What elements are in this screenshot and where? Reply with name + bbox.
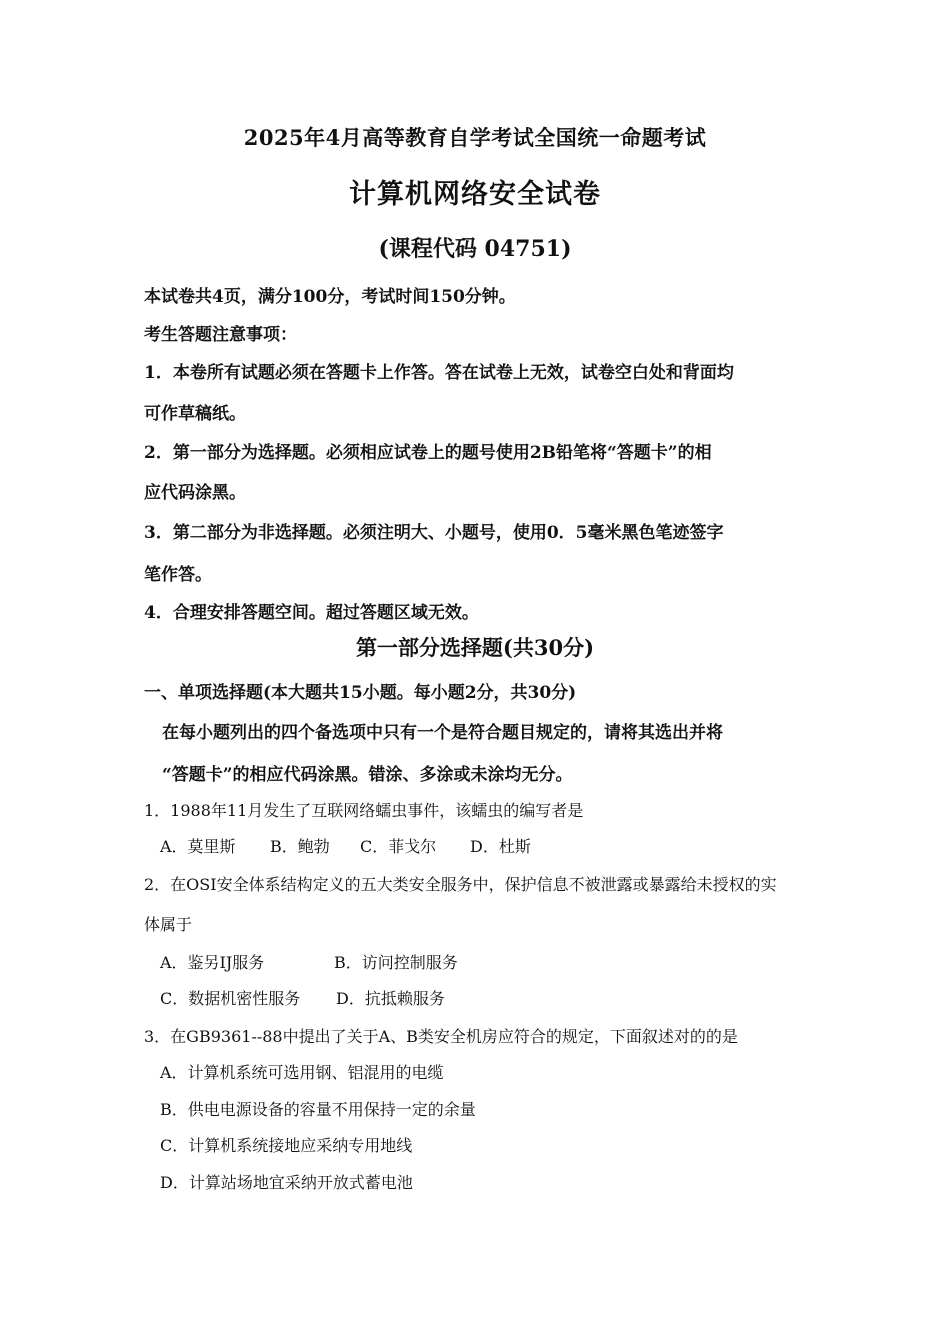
section-instruction: “答题卡”的相应代码涂黑。错涂、多涂或未涂均无分。: [162, 765, 573, 785]
notice-line: 可作草稿纸。: [144, 404, 246, 424]
question-2-options-row-2: [160, 986, 445, 1009]
question-1-stem: 1．1988年11月发生了互联网络蠕虫事件，该蠕虫的编写者是: [144, 801, 584, 820]
option-d: D．抗抵赖服务: [336, 989, 445, 1008]
question-3-stem: 3．在GB9361--88中提出了关于A、B类安全机房应符合的规定，下面叙述对的的是: [144, 1027, 738, 1046]
option-d: D．计算站场地宜采纳开放式蓄电池: [160, 1173, 413, 1192]
option-d: D．杜斯: [470, 837, 531, 856]
option-a: A．计算机系统可选用钢、铝混用的电缆: [160, 1063, 444, 1082]
part-one-title: 第一部分选择题(共30分): [355, 635, 595, 660]
notice-line: 3．第二部分为非选择题。必须注明大、小题号，使用0．5毫米黑色笔迹签字: [144, 523, 724, 543]
option-a: A．莫里斯: [160, 837, 236, 856]
option-c: C．菲戈尔: [360, 837, 437, 856]
section-instruction: 在每小题列出的四个备选项中只有一个是符合题目规定的，请将其选出并将: [162, 723, 723, 743]
option-b: B．供电电源设备的容量不用保持一定的余量: [160, 1100, 476, 1119]
notice-line: 应代码涂黑。: [144, 483, 246, 503]
notice-title: 考生答题注意事项：: [144, 325, 297, 345]
paper-summary: 本试卷共4页，满分100分，考试时间150分钟。: [144, 287, 516, 307]
question-2-stem-cont: 体属于: [144, 915, 193, 934]
notice-line: 2．第一部分为选择题。必须相应试卷上的题号使用2B铅笔将“答题卡”的相: [144, 443, 712, 463]
option-b: B．访问控制服务: [334, 953, 458, 972]
option-c: C．计算机系统接地应采纳专用地线: [160, 1136, 413, 1155]
question-2-options-row-1: [160, 950, 458, 973]
question-2-stem: 2．在OSI安全体系结构定义的五大类安全服务中，保护信息不被泄露或暴露给未授权的实: [144, 875, 777, 894]
option-c: C．数据机密性服务: [160, 989, 301, 1008]
course-code: (课程代码 04751): [378, 236, 572, 262]
notice-line: 4．合理安排答题空间。超过答题区域无效。: [144, 603, 479, 623]
notice-line: 1．本卷所有试题必须在答题卡上作答。答在试卷上无效，试卷空白处和背面均: [144, 363, 734, 383]
notice-line: 笔作答。: [144, 565, 212, 585]
paper-title: 计算机网络安全试卷: [349, 179, 601, 210]
question-1-options: [160, 834, 531, 857]
option-b: B．鲍勃: [270, 837, 330, 856]
option-a: A．鉴另IJ服务: [160, 953, 265, 972]
exam-session-title: 2025年4月高等教育自学考试全国统一命题考试: [243, 125, 707, 150]
section-heading: 一、单项选择题(本大题共15小题。每小题2分，共30分): [144, 683, 577, 703]
